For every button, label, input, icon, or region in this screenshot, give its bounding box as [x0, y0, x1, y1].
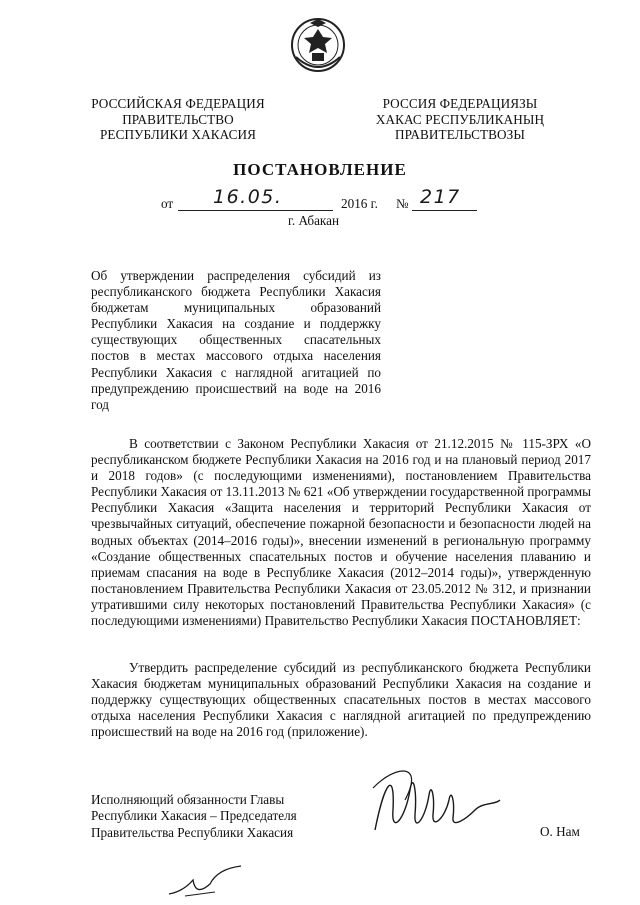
header-left-line: ПРАВИТЕЛЬСТВО	[122, 111, 234, 127]
number-label: №	[396, 196, 409, 211]
header-right-line: ПРАВИТЕЛЬСТВОЗЫ	[395, 127, 525, 142]
signatory-position	[91, 792, 371, 841]
header-right-line: РОССИЯ ФЕДЕРАЦИЯЗЫ	[382, 96, 538, 111]
handwritten-signature	[365, 760, 505, 850]
date-underline	[178, 209, 333, 211]
header-left-line: РОССИЙСКАЯ ФЕДЕРАЦИЯ	[91, 96, 265, 111]
header-left-line: РЕСПУБЛИКИ ХАКАСИЯ	[100, 127, 256, 142]
header-left	[78, 96, 278, 143]
handwritten-initials	[165, 862, 245, 902]
header-right	[360, 96, 560, 143]
signatory-line: Исполняющий обязанности Главы	[91, 792, 285, 807]
body-paragraph: В соответствии с Законом Республики Хакасия от 21.12.2015 № 115-ЗРХ «О республиканском бюджете Республики Хакасия на 2016 год и на плановый период 2017 и 2018 годов» (с последующими изменениями), постановлением Правительства Республики Хакасия от 13.11.2013 № 621 «Об утверждении государственной программы Республики Хакасия «Защита населения и территорий Республики Хакасия от чрезвычайных ситуаций, обеспечение пожарной безопасности и безопасности людей на водных объектах (2014–2016 годы)», внесении изменений в региональную программу «Создание общественных спасательных постов и обучение населения плаванию и приемам спасания на воде в Республике Хакасия (2012–2014 годы)», утвержденную постановлением Правительства Республики Хакасия от 23.05.2012 № 312, и признании утратившими силу некоторых постановлений Правительства Республики Хакасия» (с последующими изменениями) Правительство Республики Хакасия ПОСТАНОВЛЯЕТ:	[91, 436, 591, 629]
signatory-line: Республики Хакасия – Председателя	[91, 808, 297, 824]
signatory-line: Правительства Республики Хакасия	[91, 824, 294, 840]
number-underline	[412, 209, 477, 211]
header-right-line: ХАКАС РЕСПУБЛИКАНЫҢ	[375, 111, 545, 127]
handwritten-number: 217	[420, 186, 461, 208]
document-subject: Об утверждении распределения субсидий из республиканского бюджета Республики Хакасия бюджетам муниципальных образований Республики Хакасия на создание и поддержку существующих общественных спасательных постов в местах массового отдыха населения Республики Хакасия с наглядной агитацией по предупреждению происшествий на воде на 2016 год	[91, 268, 381, 412]
document-title: ПОСТАНОВЛЕНИЕ	[233, 160, 407, 179]
coat-of-arms-emblem	[290, 17, 346, 75]
city: г. Абакан	[288, 213, 340, 228]
body-paragraph: Утвердить распределение субсидий из республиканского бюджета Республики Хакасия бюджетам муниципальных образований Республики Хакасия на создание и поддержку существующих общественных спасательных постов в местах массового отдыха населения Республики Хакасия с наглядной агитацией по предупреждению происшествий на воде на 2016 год (приложение).	[91, 660, 591, 740]
date-year: 2016 г.	[341, 196, 378, 211]
handwritten-date: 16.05.	[213, 186, 283, 208]
signatory-name: О. Нам	[540, 824, 580, 839]
date-prefix: от	[161, 196, 174, 211]
